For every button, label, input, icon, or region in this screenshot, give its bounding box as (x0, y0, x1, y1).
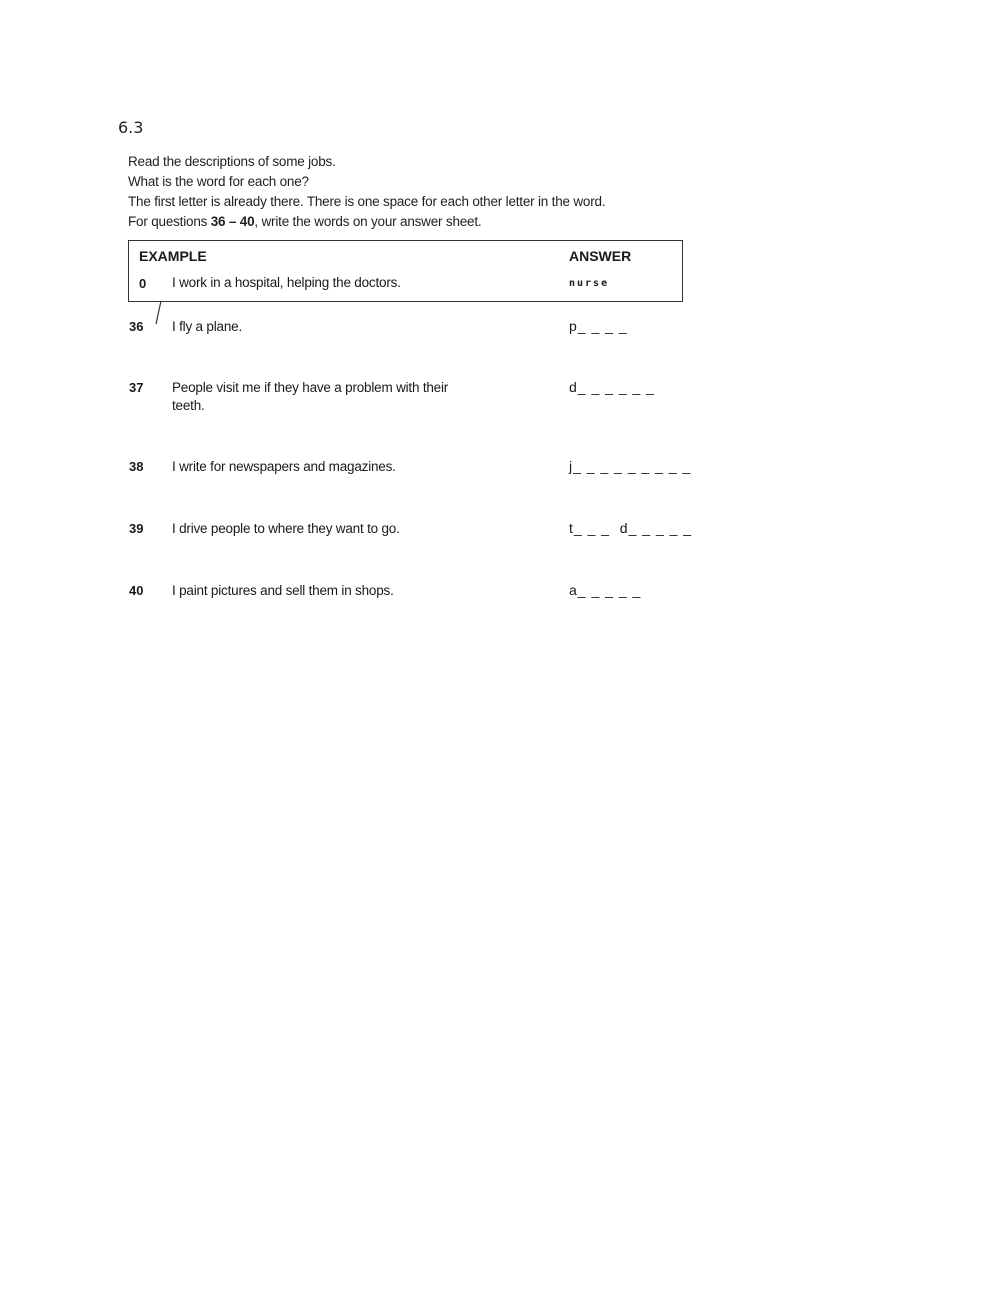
answer-blank[interactable]: d_ _ _ _ _ _ (569, 379, 655, 395)
instruction-line-4-prefix: For questions (128, 214, 211, 229)
answer-blank[interactable]: a_ _ _ _ _ (569, 582, 642, 598)
instruction-line-1: Read the descriptions of some jobs. (128, 154, 336, 169)
question-number: 38 (129, 459, 144, 474)
question-number: 39 (129, 521, 144, 536)
answer-blank[interactable]: j_ _ _ _ _ _ _ _ _ (569, 458, 692, 474)
example-box (128, 240, 683, 302)
instructions (128, 152, 605, 232)
question-number: 37 (129, 380, 144, 395)
answer-blank[interactable]: t_ _ _ d_ _ _ _ _ (569, 520, 693, 536)
question-text: I paint pictures and sell them in shops. (172, 583, 394, 598)
example-number: 0 (139, 276, 147, 291)
answer-heading: ANSWER (569, 248, 632, 264)
question-number: 36 (129, 319, 144, 334)
instruction-line-4-suffix: , write the words on your answer sheet. (254, 214, 482, 229)
section-number: 6.3 (118, 118, 144, 137)
question-number: 40 (129, 583, 144, 598)
example-answer: nurse (569, 278, 610, 289)
answer-blank[interactable]: p_ _ _ _ (569, 318, 628, 334)
question-text: I write for newspapers and magazines. (172, 459, 396, 474)
pen-mark (152, 300, 164, 326)
question-text: I fly a plane. (172, 319, 242, 334)
instruction-line-2: What is the word for each one? (128, 174, 309, 189)
question-text: People visit me if they have a problem with their teeth. (172, 380, 449, 413)
question-range: 36 – 40 (210, 214, 255, 229)
question-text: I drive people to where they want to go. (172, 521, 400, 536)
instruction-line-3: The first letter is already there. There is one space for each other letter in the word. (128, 194, 606, 209)
instruction-line-4 (128, 212, 605, 232)
example-heading: EXAMPLE (139, 248, 207, 264)
example-text: I work in a hospital, helping the doctors. (172, 275, 401, 290)
